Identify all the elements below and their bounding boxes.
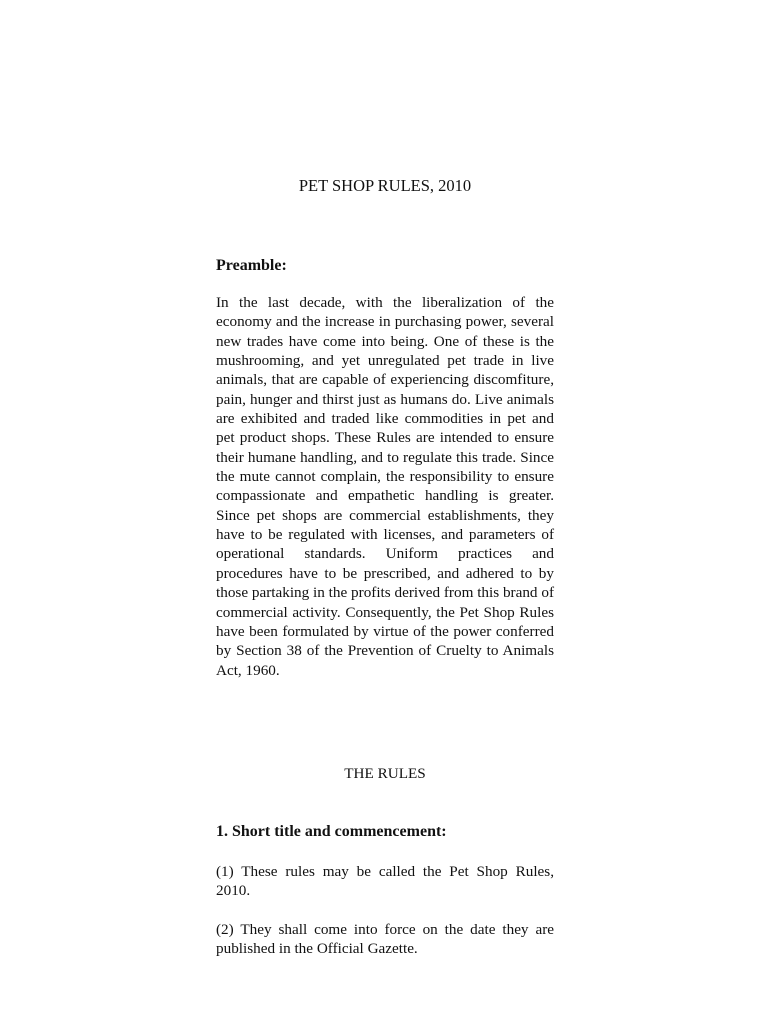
section-1-clause-1: (1) These rules may be called the Pet Shop Rules, 2010. — [216, 863, 554, 900]
preamble-heading: Preamble: — [216, 257, 287, 274]
section-1-heading: 1. Short title and commencement: — [216, 823, 447, 840]
section-1-clause-2: (2) They shall come into force on the date they are published in the Official Gazette. — [216, 921, 554, 958]
preamble-paragraph: In the last decade, with the liberalization of the economy and the increase in purchasing power, several new trades have come into being. One of these is the mushrooming, and yet unregulated pet trade in live animals, that are capable of experiencing discomfiture, pain, hunger and thirst just as humans do. Live animals are exhibited and traded like commodities in pet and pet product shops. These Rules are intended to ensure their humane handling, and to regulate this trade. Since the mute cannot complain, the responsibility to ensure compassionate and empathetic handling is greater. Since pet shops are commercial establishments, they have to be regulated with licenses, and parameters of operational standards. Uniform practices and procedures have to be prescribed, and adhered to by those partaking in the profits derived from this brand of commercial activity. Consequently, the Pet Shop Rules have been formulated by virtue of the power conferred by Section 38 of the Prevention of Cruelty to Animals Act, 1960. — [216, 294, 554, 679]
rules-heading: THE RULES — [344, 765, 426, 782]
document-title: PET SHOP RULES, 2010 — [298, 176, 472, 195]
